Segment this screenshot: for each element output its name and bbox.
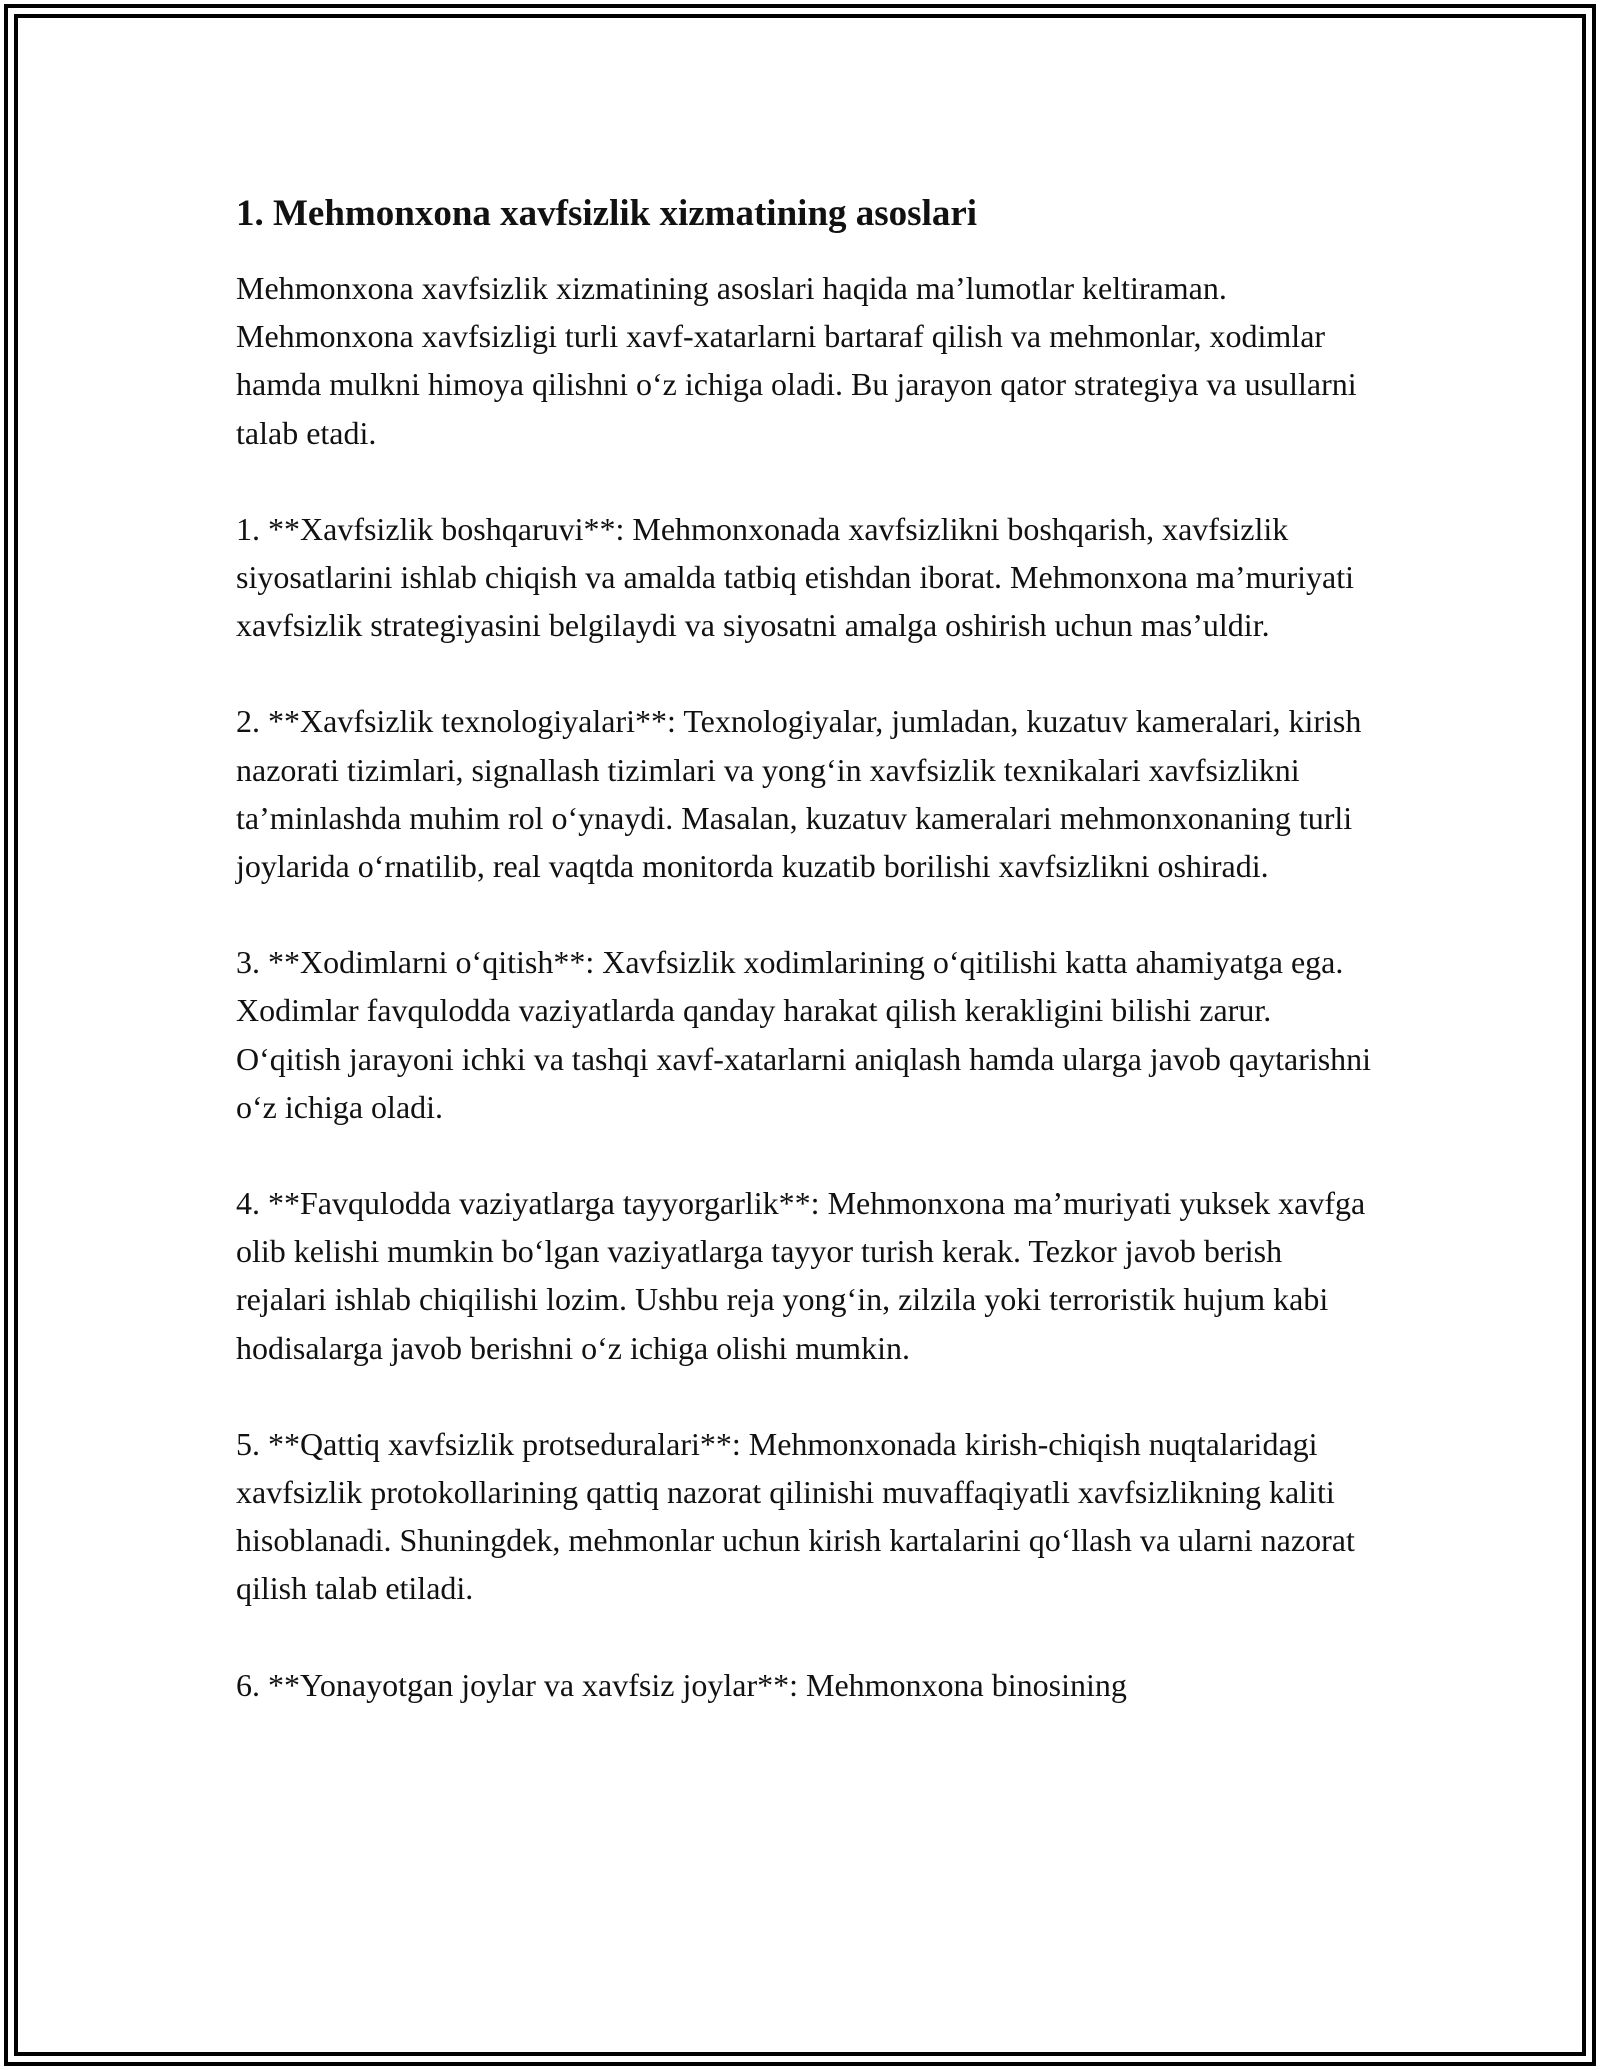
paragraph-burning-and-safe-places: 6. **Yonayotgan joylar va xavfsiz joylar**: Mehmonxona binosining bbox=[236, 1666, 1127, 1703]
paragraph-strict-procedures: 5. **Qattiq xavfsizlik protseduralari**: Mehmonxonada kirish-chiqish nuqtalaridagi xavfsizlik protokollarining qattiq nazorat qilinishi muvaffaqiyatli xavfsizlikning kaliti hisoblanadi. Shuningdek, mehmonlar uchun kirish kartalarini qo‘llash va ularni nazorat qilish talab etiladi. bbox=[236, 1425, 1355, 1607]
intro-paragraph: Mehmonxona xavfsizlik xizmatining asoslari haqida ma’lumotlar keltiraman. Mehmonxona xavfsizligi turli xavf-xatarlarni bartaraf qilish va mehmonlar, xodimlar hamda mulkni himoya qilishni o‘z ichiga oladi. Bu jarayon qator strategiya va usullarni talab etadi. bbox=[236, 270, 1357, 451]
paragraph-security-technologies: 2. **Xavfsizlik texnologiyalari**: Texnologiyalar, jumladan, kuzatuv kameralari, kirish nazorati tizimlari, signallash tizimlari va yong‘in xavfsizlik texnikalari xavfsizlikni ta’minlashda muhim rol o‘ynaydi. Masalan, kuzatuv kameralari mehmonxonaning turli joylarida o‘rnatilib, real vaqtda monitorda kuzatib borilishi xavfsizlikni oshiradi. bbox=[236, 703, 1362, 885]
paragraph-staff-training: 3. **Xodimlarni o‘qitish**: Xavfsizlik xodimlarining o‘qitilishi katta ahamiyatga ega. Xodimlar favqulodda vaziyatlarda qanday harakat qilish kerakligini bilishi zarur. O‘qitish jarayoni ichki va tashqi xavf-xatarlarni aniqlash hamda ularga javob qaytarishni o‘z ichiga oladi. bbox=[236, 944, 1372, 1125]
paragraph-security-management: 1. **Xavfsizlik boshqaruvi**: Mehmonxonada xavfsizlikni boshqarish, xavfsizlik siyosatlarini ishlab chiqish va amalda tatbiq etishdan iborat. Mehmonxona ma’muriyati xavfsizlik strategiyasini belgilaydi va siyosatni amalga oshirish uchun mas’uldir. bbox=[236, 510, 1354, 644]
section-heading: 1. Mehmonxona xavfsizlik xizmatining asoslari bbox=[236, 193, 978, 234]
document-body bbox=[236, 190, 1376, 1757]
paragraph-emergency-preparedness: 4. **Favqulodda vaziyatlarga tayyorgarlik**: Mehmonxona ma’muriyati yuksek xavfga olib kelishi mumkin bo‘lgan vaziyatlarga tayyor turish kerak. Tezkor javob berish rejalari ishlab chiqilishi lozim. Ushbu reja yong‘in, zilzila yoki terroristik hujum kabi hodisalarga javob berishni o‘z ichiga olishi mumkin. bbox=[236, 1185, 1366, 1366]
